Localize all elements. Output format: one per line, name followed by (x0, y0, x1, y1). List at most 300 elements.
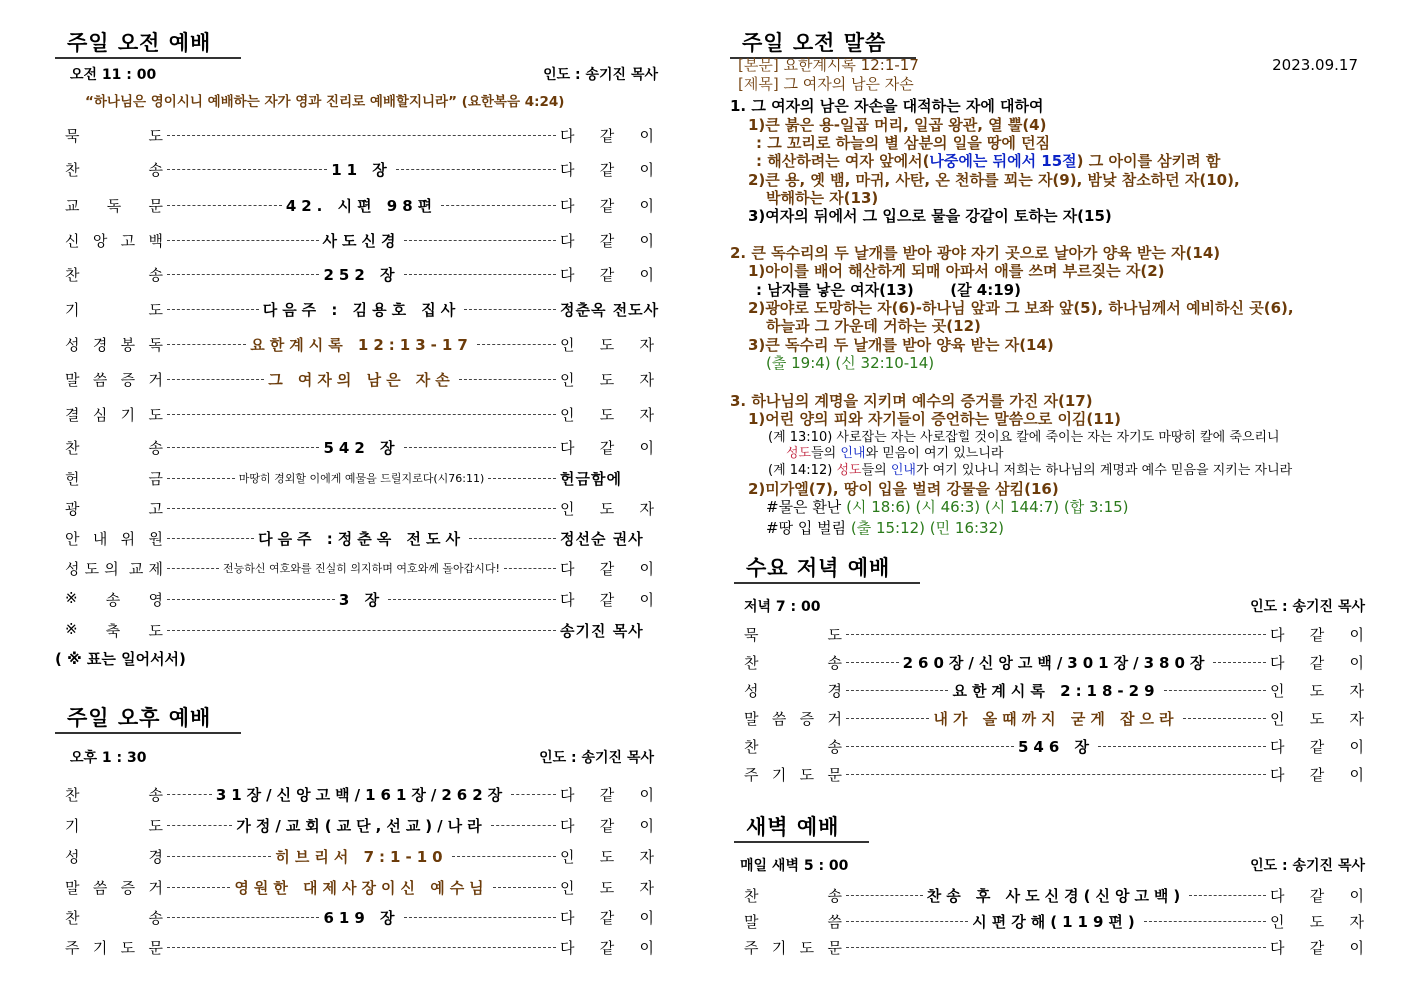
order-performer (1270, 764, 1370, 785)
sermon-date: 2023.09.17 (1272, 56, 1358, 74)
order-performer (560, 558, 660, 579)
order-performer (560, 907, 660, 928)
wed-service-leader: 인도 : 송기진 목사 (1250, 599, 1365, 615)
char: 축 (105, 621, 121, 640)
char: 찬 (744, 737, 759, 756)
char: 도 (599, 878, 615, 897)
char: 말 (65, 878, 80, 897)
am-service-title: 주일 오전 예배 (55, 30, 241, 59)
char: 원 (148, 529, 163, 548)
char: 문 (827, 938, 842, 957)
dash-leader (404, 447, 556, 448)
point-3-line: 1)어린 양의 피와 자기들이 증언하는 말씀으로 이김(11) (748, 410, 1122, 428)
char: 인 (560, 405, 575, 424)
order-performer (560, 264, 660, 285)
text-segment: : 해산하려는 여자 앞에서( (756, 152, 930, 170)
dash-leader (167, 947, 556, 948)
char: 신 (65, 231, 80, 250)
point-2-line: 하늘과 그 가운데 거하는 곳(12) (766, 317, 981, 335)
order-detail: 그 여자의 남은 자손 (268, 370, 455, 389)
char: 다 (560, 559, 575, 578)
char: 도 (799, 938, 815, 957)
char: 인 (1270, 709, 1285, 728)
order-row (734, 763, 1370, 785)
order-performer (1270, 680, 1370, 701)
dash-leader (404, 917, 556, 918)
order-performer (1270, 624, 1370, 645)
point-2-line: 1)아이를 배어 해산하게 되매 아파서 애를 쓰며 부르짖는 자(2) (748, 262, 1165, 280)
text-segment-green: (출 15:12) (민 16:32) (850, 519, 1004, 537)
am-service-leader: 인도 : 송기진 목사 (543, 67, 658, 83)
order-label (55, 264, 163, 285)
char: 이 (639, 196, 654, 215)
order-detail: 사도신경 (322, 231, 401, 250)
order-row (55, 436, 660, 458)
dash-leader (511, 794, 556, 795)
order-row (55, 906, 660, 928)
order-performer (560, 784, 660, 805)
char: 다 (560, 126, 575, 145)
char: 금 (148, 469, 163, 488)
order-row (55, 845, 660, 867)
char: 다 (560, 785, 575, 804)
text-segment-blue: 인내 (840, 446, 866, 461)
char: 이 (1349, 737, 1364, 756)
order-performer (1270, 652, 1370, 673)
char: 같 (1309, 737, 1325, 756)
order-detail: 546 장 (1017, 737, 1095, 756)
order-row (55, 557, 660, 579)
char: 자 (639, 499, 654, 518)
char: 송 (827, 737, 842, 756)
point-3-line (768, 462, 1292, 481)
char: 묵 (65, 126, 80, 145)
dash-leader (493, 887, 556, 888)
char: 인 (560, 370, 575, 389)
char: 말 (65, 370, 80, 389)
char: 증 (120, 878, 136, 897)
order-row (55, 124, 660, 146)
order-leader-line (163, 630, 560, 631)
order-performer (1270, 911, 1370, 932)
char: 송 (827, 886, 842, 905)
point-2-line: (출 19:4) (신 32:10-14) (766, 354, 935, 372)
order-detail: 252 장 (323, 265, 400, 284)
char: 송 (105, 590, 121, 609)
char: 다 (1270, 938, 1285, 957)
dash-leader (167, 309, 259, 310)
dash-leader (1144, 921, 1266, 922)
char: 같 (599, 908, 615, 927)
order-row (55, 936, 660, 958)
char: 송 (148, 908, 163, 927)
order-row (734, 679, 1370, 701)
order-label (55, 369, 163, 390)
dash-leader (167, 414, 556, 415)
char: 성 (744, 681, 759, 700)
order-label (734, 736, 842, 757)
order-leader-line (842, 911, 1270, 932)
dash-leader (167, 205, 282, 206)
order-performer: 헌금함에 (560, 469, 622, 488)
order-label (734, 680, 842, 701)
order-label (55, 125, 163, 146)
char: 고 (120, 231, 136, 250)
char: 송 (148, 785, 163, 804)
char: 다 (560, 438, 575, 457)
text-segment: 들의 (861, 463, 891, 478)
sermon-subject-line (738, 74, 914, 94)
char: 같 (599, 160, 615, 179)
order-leader-line (163, 159, 560, 180)
order-leader-line (163, 528, 560, 549)
order-performer (560, 815, 660, 836)
point-3-line: 2)미가엘(7), 땅이 입을 벌려 강물을 삼킴(16) (748, 480, 1059, 498)
dash-leader (167, 825, 232, 826)
order-label (55, 937, 163, 958)
order-label (734, 708, 842, 729)
char: 다 (560, 160, 575, 179)
char: 도 (599, 499, 615, 518)
char: 인 (1270, 912, 1285, 931)
order-row (55, 298, 660, 320)
order-performer (1270, 937, 1370, 958)
char: 기 (65, 816, 80, 835)
order-performer (560, 334, 660, 355)
order-row (55, 368, 660, 390)
order-label (55, 558, 163, 579)
char: 광 (65, 499, 80, 518)
char: 이 (639, 816, 654, 835)
order-leader-line (163, 299, 560, 320)
dash-leader (167, 274, 319, 275)
dash-leader (167, 599, 335, 600)
order-row (55, 527, 660, 549)
order-label (55, 528, 163, 549)
order-detail: 요한계시록 12:13-17 (250, 335, 473, 354)
order-leader-line (163, 369, 560, 390)
order-row (734, 735, 1370, 757)
dawn-service-title: 새벽 예배 (734, 814, 869, 843)
char: 도 (1309, 709, 1325, 728)
order-detail: 전능하신 여호와를 진실히 의지하며 여호와께 돌아갑시다! (223, 562, 500, 575)
dash-leader (477, 344, 556, 345)
wed-service-title: 수요 저녁 예배 (734, 555, 920, 584)
text-segment: 가 여기 있나니 저희는 하나님의 계명과 예수 믿음을 지키는 자니라 (915, 463, 1293, 478)
char: 이 (639, 938, 654, 957)
char: 도 (599, 335, 615, 354)
char: 같 (599, 590, 615, 609)
dash-leader (167, 379, 264, 380)
order-performer (1270, 885, 1370, 906)
order-leader-line (163, 907, 560, 928)
order-label (734, 937, 842, 958)
order-detail: 다음주 : 김용호 집사 (262, 300, 461, 319)
am-service-verse: “하나님은 영이시니 예배하는 자가 영과 진리로 예배할지니라” (요한복음 4:24) (85, 94, 565, 110)
char: 위 (120, 529, 136, 548)
order-label (55, 468, 163, 489)
char: 찬 (744, 886, 759, 905)
char: 다 (560, 938, 575, 957)
char: 찬 (65, 160, 80, 179)
char: 도 (148, 300, 163, 319)
order-detail: 3 장 (338, 590, 385, 609)
dash-leader (846, 895, 923, 896)
char: 제 (148, 559, 163, 578)
char: 문 (148, 196, 163, 215)
dash-leader (167, 568, 219, 569)
text-segment-red: 성도 (836, 463, 862, 478)
dash-leader (167, 447, 319, 448)
char: 봉 (120, 335, 136, 354)
char: 증 (120, 370, 136, 389)
char: 기 (771, 938, 787, 957)
dash-leader (1213, 662, 1266, 663)
order-row (734, 707, 1370, 729)
char: 말 (744, 912, 759, 931)
order-label (734, 652, 842, 673)
char: 거 (148, 370, 163, 389)
char: ※ (65, 588, 78, 607)
order-detail: 마땅히 경외할 이에게 예물을 드릴지로다(시76:11) (238, 472, 485, 485)
order-performer (1270, 708, 1370, 729)
point-2-line: 3)큰 독수리 두 날개를 받아 양육 받는 자(14) (748, 336, 1054, 354)
char: 도 (599, 370, 615, 389)
order-leader-line (842, 885, 1270, 906)
standing-note: ( ※ 표는 일어서서) (55, 650, 186, 668)
char: 결 (65, 405, 80, 424)
order-label (55, 334, 163, 355)
text-segment-green: (시 18:6) (시 46:3) (시 144:7) (합 3:15) (846, 498, 1129, 516)
text-segment: ) 그 아이를 삼키려 함 (1076, 152, 1221, 170)
order-row (55, 876, 660, 898)
sermon-text: 요한계시록 12:1-17 (783, 56, 919, 74)
order-row (55, 229, 660, 251)
order-row (734, 884, 1370, 906)
order-detail: 11 장 (331, 160, 392, 179)
order-leader-line (842, 680, 1270, 701)
order-label (55, 159, 163, 180)
char: 이 (1349, 653, 1364, 672)
char: 이 (639, 590, 654, 609)
char: 성 (65, 335, 80, 354)
char: 독 (148, 335, 163, 354)
order-performer: 정선순 권사 (560, 529, 644, 548)
dash-leader (388, 599, 556, 600)
order-label (55, 589, 163, 610)
char: 자 (639, 878, 654, 897)
dash-leader (846, 921, 968, 922)
char: 씀 (92, 878, 108, 897)
order-label (55, 404, 163, 425)
text-segment: #땅 입 벌림 (766, 519, 851, 537)
char: 같 (599, 816, 615, 835)
char: 같 (599, 126, 615, 145)
order-row (55, 783, 660, 805)
order-detail: 히브리서 7:1-10 (275, 847, 448, 866)
order-label (55, 498, 163, 519)
char: 이 (1349, 938, 1364, 957)
dash-leader (1183, 718, 1266, 719)
order-performer (560, 937, 660, 958)
order-label (55, 437, 163, 458)
point-1-line (756, 152, 1220, 171)
char: 같 (599, 938, 615, 957)
char: 씀 (92, 370, 108, 389)
dash-leader (846, 634, 1266, 635)
text-segment-blue: 인내 (890, 463, 916, 478)
left-column (55, 0, 660, 992)
order-leader-line (163, 470, 560, 486)
point-3-line (766, 498, 1129, 517)
char: 자 (639, 370, 654, 389)
dash-leader (491, 825, 556, 826)
char: 씀 (827, 912, 842, 931)
char: 인 (560, 499, 575, 518)
order-detail: 시편강해(119편) (972, 912, 1140, 931)
char: 문 (148, 938, 163, 957)
order-leader-line (842, 634, 1270, 635)
order-detail: 찬송 후 사도신경(신앙고백) (926, 886, 1186, 905)
point-1-line: 박해하는 자(13) (766, 189, 879, 207)
order-row (55, 263, 660, 285)
char: 다 (1270, 653, 1285, 672)
dash-leader (441, 205, 556, 206)
text-segment-blue: 나중에는 뒤에서 15절 (929, 152, 1077, 170)
order-leader-line (842, 947, 1270, 948)
char: 인 (560, 878, 575, 897)
order-row (55, 403, 660, 425)
char: 도 (148, 405, 163, 424)
char: 같 (599, 559, 615, 578)
dash-leader (846, 690, 948, 691)
order-detail: 31장/신앙고백/161장/262장 (215, 785, 508, 804)
order-performer: 송기진 목사 (560, 621, 644, 640)
char: 증 (799, 709, 815, 728)
dash-leader (404, 274, 556, 275)
order-performer (560, 125, 660, 146)
order-leader-line (842, 736, 1270, 757)
order-leader-line (163, 195, 560, 216)
char: 같 (599, 231, 615, 250)
point-1-heading: 1. 그 여자의 남은 자손을 대적하는 자에 대하여 (730, 97, 1044, 115)
order-performer (1270, 736, 1370, 757)
char: 다 (560, 196, 575, 215)
char: 같 (1309, 765, 1325, 784)
dash-leader (464, 309, 556, 310)
char: 같 (599, 438, 615, 457)
char: 찬 (65, 908, 80, 927)
order-leader-line (163, 815, 560, 836)
char: 도 (1309, 681, 1325, 700)
char: 성 (65, 847, 80, 866)
char: 다 (1270, 737, 1285, 756)
text-segment: 들의 (811, 446, 841, 461)
sermon-text-line (738, 55, 919, 75)
order-leader-line (842, 652, 1270, 673)
char: 다 (560, 908, 575, 927)
dash-leader (404, 240, 556, 241)
char: 도 (599, 847, 615, 866)
char: 주 (744, 938, 759, 957)
order-performer (560, 877, 660, 898)
char: 이 (639, 438, 654, 457)
order-leader-line (163, 437, 560, 458)
char: 이 (639, 785, 654, 804)
dash-leader (504, 568, 556, 569)
char: 찬 (65, 785, 80, 804)
order-performer (560, 437, 660, 458)
char: 기 (771, 765, 787, 784)
order-leader-line (163, 877, 560, 898)
char: 다 (560, 590, 575, 609)
char: 도 (148, 816, 163, 835)
order-leader-line (163, 589, 560, 610)
char: 묵 (744, 625, 759, 644)
dash-leader (846, 718, 929, 719)
order-label (734, 624, 842, 645)
order-label (55, 846, 163, 867)
order-label (55, 907, 163, 928)
dash-leader (167, 478, 235, 479)
point-3-line (786, 445, 1003, 464)
order-leader-line (163, 414, 560, 415)
char: 다 (1270, 625, 1285, 644)
dash-leader (1098, 746, 1266, 747)
order-detail: 42. 시편 98편 (285, 196, 438, 215)
text-segment: (계 14:12) (768, 463, 837, 478)
order-performer (560, 846, 660, 867)
char: 다 (560, 816, 575, 835)
char: 백 (148, 231, 163, 250)
order-row (734, 651, 1370, 673)
char: 문 (827, 765, 842, 784)
char: 같 (1309, 625, 1325, 644)
char: 같 (599, 196, 615, 215)
point-2-line: 2)광야로 도망하는 자(6)-하나님 앞과 그 보좌 앞(5), 하나님께서 예비하신 곳(6), (748, 299, 1294, 317)
dash-leader (846, 774, 1266, 775)
char: 도 (148, 621, 163, 640)
sermon-title: 주일 오전 말씀 (730, 30, 916, 59)
order-detail: 요한계시록 2:18-29 (952, 681, 1160, 700)
order-row (55, 194, 660, 216)
point-3-line: (계 13:10) 사로잡는 자는 사로잡힐 것이요 칼에 죽이는 자는 자기도 마땅히 칼에 죽으리니 (768, 430, 1280, 445)
char: 이 (639, 908, 654, 927)
char: 자 (639, 405, 654, 424)
point-1-line: 2)큰 용, 옛 뱀, 마귀, 사탄, 온 천하를 꾀는 자(9), 밤낮 참소하던 자(10), (748, 171, 1240, 189)
char: 헌 (65, 469, 80, 488)
order-row (55, 158, 660, 180)
dash-leader (167, 344, 246, 345)
point-2-line: : 남자를 낳은 여자(13) (갈 4:19) (756, 281, 1021, 299)
char: 같 (1309, 653, 1325, 672)
order-row (55, 467, 660, 489)
char: 인 (560, 847, 575, 866)
char: 같 (1309, 886, 1325, 905)
char: 찬 (744, 653, 759, 672)
order-performer (560, 404, 660, 425)
char: 도 (148, 126, 163, 145)
dash-leader (167, 630, 556, 631)
char: 이 (639, 265, 654, 284)
dash-leader (469, 538, 556, 539)
pm-service-time: 오후 1 : 30 (70, 750, 147, 766)
dash-leader (488, 478, 556, 479)
char: 송 (148, 160, 163, 179)
char: 영 (148, 590, 163, 609)
order-label (55, 877, 163, 898)
char: 이 (1349, 625, 1364, 644)
